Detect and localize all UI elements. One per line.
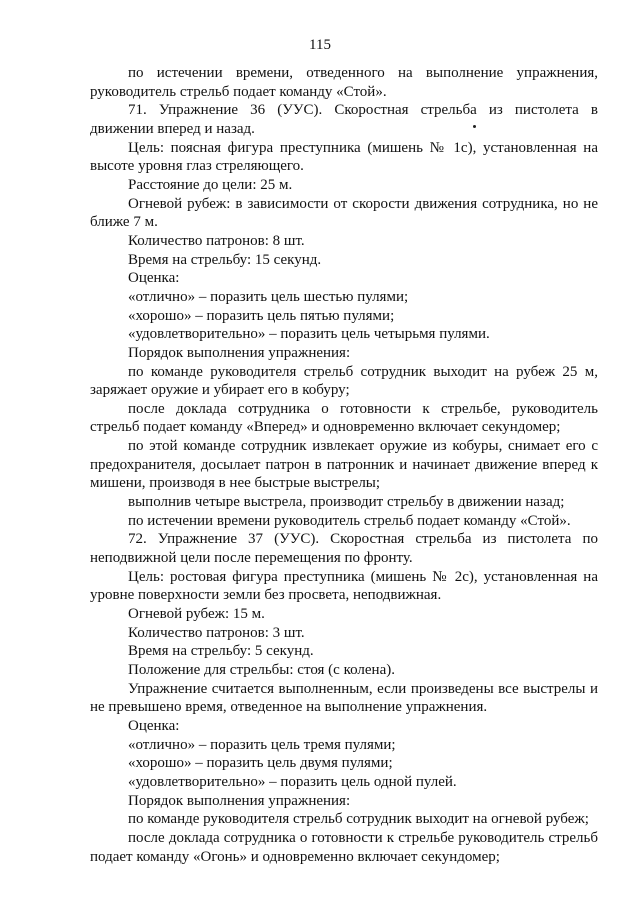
paragraph-grade-excellent-72: «отлично» – поразить цель тремя пулями;	[128, 736, 396, 753]
paragraph-procedure-step-3-71: по этой команде сотрудник извлекает оружие из кобуры, снимает его с предохранителя, досылает патрон в патронник и начинает движение вперед к мишени, производя в нее быстрые выстрелы;	[90, 438, 598, 492]
paragraph-grade-good-71: «хорошо» – поразить цель пятью пулями;	[128, 307, 395, 324]
paragraph-grading-label-72: Оценка:	[128, 717, 180, 734]
paragraph-grading-label-71: Оценка:	[128, 270, 180, 287]
paragraph-procedure-label-71: Порядок выполнения упражнения:	[128, 344, 351, 361]
paragraph-time-72: Время на стрельбу: 5 секунд.	[128, 643, 314, 660]
paragraph-firing-line-71: Огневой рубеж: в зависимости от скорости движения сотрудника, но не ближе 7 м.	[90, 195, 598, 231]
paragraph-exercise-71-heading: 71. Упражнение 36 (УУС). Скоростная стрельба из пистолета в движении вперед и назад.	[90, 102, 598, 137]
paragraph-procedure-step-1-71: по команде руководителя стрельб сотрудник выходит на рубеж 25 м, заряжает оружие и убирает его в кобуру;	[90, 363, 598, 399]
paragraph-grade-good-72: «хорошо» – поразить цель двумя пулями;	[128, 755, 393, 772]
paragraph-time-71: Время на стрельбу: 15 секунд.	[128, 251, 322, 268]
paragraph-grade-satisfactory-72: «удовлетворительно» – поразить цель одной пулей.	[128, 773, 457, 790]
paragraph-rounds-71: Количество патронов: 8 шт.	[128, 232, 305, 249]
paragraph-procedure-step-1-72: по команде руководителя стрельб сотрудник выходит на огневой рубеж;	[128, 811, 589, 828]
paragraph-distance-71: Расстояние до цели: 25 м.	[128, 176, 293, 193]
paragraph-procedure-step-2-71: после доклада сотрудника о готовности к стрельбе, руководитель стрельб подает команду «Вперед» и одновременно включает секундомер;	[90, 400, 598, 436]
page-number: 115	[309, 37, 331, 53]
paragraph-grade-excellent-71: «отлично» – поразить цель шестью пулями;	[128, 288, 409, 305]
paragraph-position-72: Положение для стрельбы: стоя (с колена).	[128, 662, 395, 678]
paragraph-firing-line-72: Огневой рубеж: 15 м.	[128, 606, 265, 623]
paragraph-procedure-step-4-71: выполнив четыре выстрела, производит стрельбу в движении назад;	[128, 494, 565, 511]
paragraph-procedure-step-5-71: по истечении времени руководитель стрельб подает команду «Стой».	[128, 512, 571, 529]
paragraph-target-72: Цель: ростовая фигура преступника (мишень № 2с), установленная на уровне поверхности земли без просвета, неподвижная.	[90, 568, 598, 604]
paragraph-exercise-72-heading: 72. Упражнение 37 (УУС). Скоростная стрельба из пистолета по неподвижной цели после перемещения по фронту.	[90, 531, 598, 567]
paragraph-grade-satisfactory-71: «удовлетворительно» – поразить цель четырьмя пулями.	[128, 326, 490, 343]
paragraph-procedure-step-2-72: после доклада сотрудника о готовности к стрельбе руководитель стрельб подает команду «Огонь» и одновременно включает секундомер;	[90, 829, 598, 865]
paragraph-completion-condition-72: Упражнение считается выполненным, если произведены все выстрелы и не превышено время, отведенное на выполнение упражнения.	[90, 680, 598, 716]
document-body	[90, 64, 598, 866]
paragraph-target-71: Цель: поясная фигура преступника (мишень № 1с), установленная на высоте уровня глаз стреляющего.	[90, 139, 598, 175]
paragraph-continuation: по истечении времени, отведенного на выполнение упражнения, руководитель стрельб подает команду «Стой».	[90, 65, 598, 100]
scan-speck	[473, 125, 476, 128]
paragraph-rounds-72: Количество патронов: 3 шт.	[128, 624, 305, 641]
paragraph-procedure-label-72: Порядок выполнения упражнения:	[128, 792, 351, 809]
